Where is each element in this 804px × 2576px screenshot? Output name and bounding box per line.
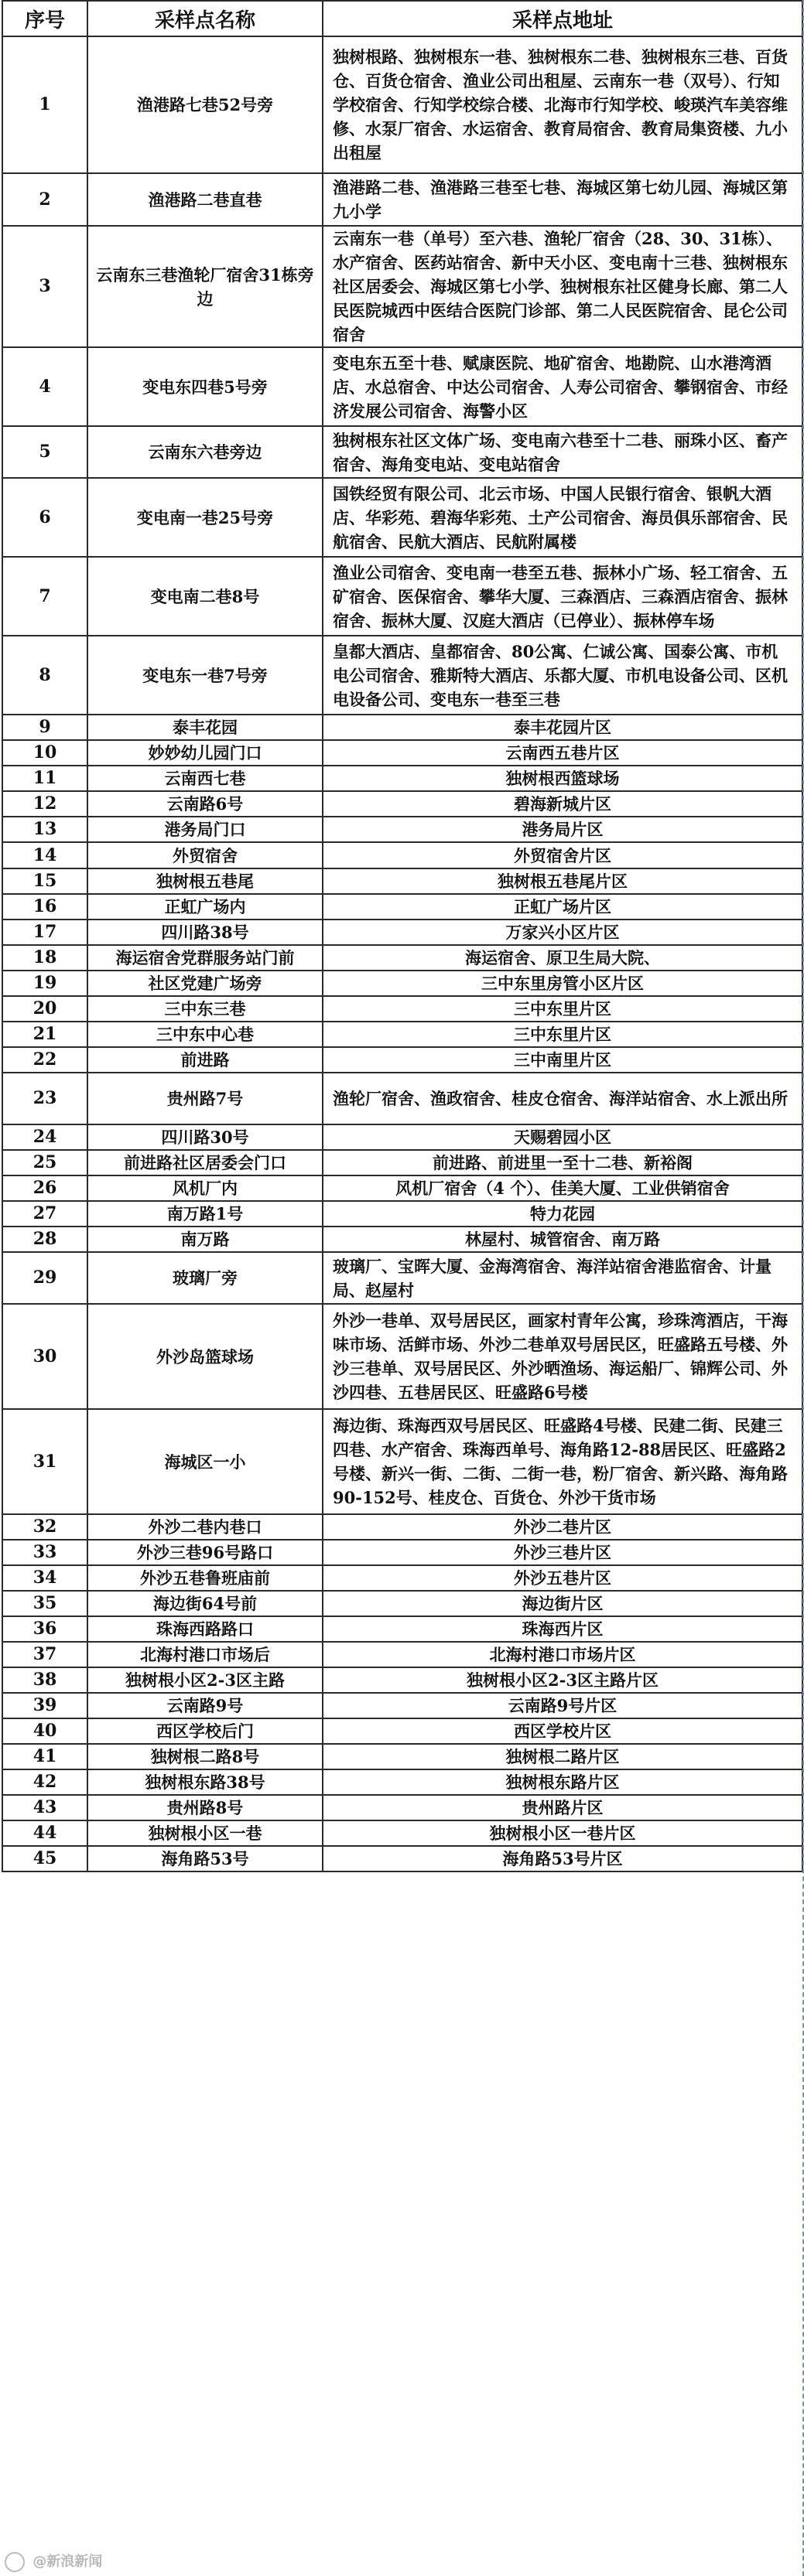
header-seq: 序号 bbox=[2, 1, 87, 36]
table-row bbox=[2, 1252, 802, 1304]
table-row bbox=[2, 971, 802, 996]
row-site-address-cell: 独树根东社区文体广场、变电南六巷至十二巷、丽珠小区、畜产宿舍、海角变电站、变电站宿舍 bbox=[323, 426, 802, 478]
row-site-name-cell: 变电东四巷5号旁 bbox=[87, 347, 323, 426]
row-site-name-cell: 海城区一小 bbox=[87, 1409, 323, 1514]
row-site-address-cell: 皇都大酒店、皇都宿舍、80公寓、仁诚公寓、国泰公寓、市机电公司宿舍、雅斯特大酒店、乐都大厦、市机电设备公司、区机电设备公司、变电东一巷至三巷 bbox=[323, 636, 802, 715]
row-site-name-cell: 海角路53号 bbox=[87, 1846, 323, 1871]
row-site-name-cell: 前进路社区居委会门口 bbox=[87, 1150, 323, 1175]
row-site-name-cell: 三中东中心巷 bbox=[87, 1022, 323, 1047]
row-seq-cell: 13 bbox=[2, 817, 87, 842]
row-site-name-cell: 正虹广场内 bbox=[87, 894, 323, 920]
row-site-address-cell: 港务局片区 bbox=[323, 817, 802, 842]
row-site-address-cell: 独树根五巷尾片区 bbox=[323, 868, 802, 894]
row-seq-cell: 15 bbox=[2, 868, 87, 894]
row-seq-cell: 33 bbox=[2, 1540, 87, 1565]
row-site-address-cell: 海边街、珠海西双号居民区、旺盛路4号楼、民建二街、民建三四巷、水产宿舍、珠海西单号、海角路12-88居民区、旺盛路2号楼、新兴一街、二街、二街一巷，粉厂宿舍、新兴路、海角路90-152号、桂皮仓、百货仓、外沙干货市场 bbox=[323, 1409, 802, 1514]
row-seq-cell: 30 bbox=[2, 1304, 87, 1409]
page-edge-dashed-rule bbox=[801, 0, 804, 2576]
row-site-name-cell: 西区学校后门 bbox=[87, 1718, 323, 1744]
table-row bbox=[2, 894, 802, 920]
row-site-address-cell: 海运宿舍、原卫生局大院、 bbox=[323, 945, 802, 971]
row-seq-cell: 17 bbox=[2, 920, 87, 945]
row-seq-cell: 34 bbox=[2, 1565, 87, 1591]
table-row bbox=[2, 920, 802, 945]
row-seq-cell: 39 bbox=[2, 1693, 87, 1718]
row-seq-cell: 11 bbox=[2, 766, 87, 791]
row-site-name-cell: 贵州路8号 bbox=[87, 1795, 323, 1820]
row-site-address-cell: 前进路、前进里一至十二巷、新裕阁 bbox=[323, 1150, 802, 1175]
table-row bbox=[2, 226, 802, 347]
row-seq-cell: 43 bbox=[2, 1795, 87, 1820]
row-site-address-cell: 独树根小区一巷片区 bbox=[323, 1820, 802, 1846]
row-site-address-cell: 风机厂宿舍（4 个）、佳美大厦、工业供销宿舍 bbox=[323, 1175, 802, 1201]
row-site-name-cell: 前进路 bbox=[87, 1047, 323, 1073]
weibo-logo-icon bbox=[5, 2552, 25, 2572]
row-site-address-cell: 国铁经贸有限公司、北云市场、中国人民银行宿舍、银帆大酒店、华彩苑、碧海华彩苑、土产公司宿舍、海员俱乐部宿舍、民航宿舍、民航大酒店、民航附属楼 bbox=[323, 478, 802, 557]
row-site-address-cell: 渔轮厂宿舍、渔政宿舍、桂皮仓宿舍、海洋站宿舍、水上派出所 bbox=[323, 1073, 802, 1124]
row-site-address-cell: 外沙二巷片区 bbox=[323, 1514, 802, 1540]
row-site-name-cell: 泰丰花园 bbox=[87, 715, 323, 740]
row-site-address-cell: 独树根西篮球场 bbox=[323, 766, 802, 791]
row-site-name-cell: 独树根二路8号 bbox=[87, 1744, 323, 1769]
row-seq-cell: 26 bbox=[2, 1175, 87, 1201]
row-seq-cell: 16 bbox=[2, 894, 87, 920]
table-row bbox=[2, 1616, 802, 1642]
table-row bbox=[2, 1565, 802, 1591]
watermark bbox=[5, 2550, 102, 2572]
row-site-address-cell: 渔业公司宿舍、变电南一巷至五巷、振林小广场、轻工宿舍、五矿宿舍、医保宿舍、攀华大厦、三森酒店、三森酒店宿舍、振林宿舍、振林大厦、汉庭大酒店（已停业）、振林停车场 bbox=[323, 557, 802, 636]
row-site-address-cell: 北海村港口市场片区 bbox=[323, 1642, 802, 1667]
row-site-name-cell: 风机厂内 bbox=[87, 1175, 323, 1201]
row-seq-cell: 3 bbox=[2, 226, 87, 347]
row-seq-cell: 44 bbox=[2, 1820, 87, 1846]
row-site-name-cell: 外沙岛篮球场 bbox=[87, 1304, 323, 1409]
row-site-address-cell: 云南东一巷（单号）至六巷、渔轮厂宿舍（28、30、31栋）、水产宿舍、医药站宿舍、新中天小区、变电南十三巷、独树根东社区居委会、海城区第七小学、独树根东社区健身长廊、第二人民医院城西中医结合医院门诊部、第二人民医院宿舍、昆仑公司宿舍 bbox=[323, 226, 802, 347]
row-site-name-cell: 玻璃厂旁 bbox=[87, 1252, 323, 1304]
watermark-text: @新浪新闻 bbox=[33, 2554, 103, 2570]
row-site-address-cell: 贵州路片区 bbox=[323, 1795, 802, 1820]
row-seq-cell: 32 bbox=[2, 1514, 87, 1540]
row-site-name-cell: 三中东三巷 bbox=[87, 996, 323, 1022]
row-seq-cell: 8 bbox=[2, 636, 87, 715]
table-row bbox=[2, 1047, 802, 1073]
header-site-address: 采样点地址 bbox=[323, 1, 802, 36]
row-site-name-cell: 四川路30号 bbox=[87, 1124, 323, 1150]
row-seq-cell: 45 bbox=[2, 1846, 87, 1871]
row-site-address-cell: 渔港路二巷、渔港路三巷至七巷、海城区第七幼儿园、海城区第九小学 bbox=[323, 173, 802, 226]
row-seq-cell: 6 bbox=[2, 478, 87, 557]
row-seq-cell: 19 bbox=[2, 971, 87, 996]
table-row bbox=[2, 1667, 802, 1693]
table-row bbox=[2, 478, 802, 557]
row-site-name-cell: 渔港路二巷直巷 bbox=[87, 173, 323, 226]
table-row bbox=[2, 1201, 802, 1227]
row-site-name-cell: 云南路6号 bbox=[87, 791, 323, 817]
row-site-name-cell: 变电南一巷25号旁 bbox=[87, 478, 323, 557]
row-site-address-cell: 海边街片区 bbox=[323, 1591, 802, 1616]
row-site-address-cell: 万家兴小区片区 bbox=[323, 920, 802, 945]
row-site-address-cell: 外贸宿舍片区 bbox=[323, 842, 802, 868]
row-seq-cell: 28 bbox=[2, 1227, 87, 1252]
row-seq-cell: 9 bbox=[2, 715, 87, 740]
table-row bbox=[2, 945, 802, 971]
row-seq-cell: 4 bbox=[2, 347, 87, 426]
row-site-address-cell: 独树根二路片区 bbox=[323, 1744, 802, 1769]
row-site-name-cell: 变电南二巷8号 bbox=[87, 557, 323, 636]
row-site-address-cell: 云南路9号片区 bbox=[323, 1693, 802, 1718]
table-row bbox=[2, 636, 802, 715]
table-row bbox=[2, 1718, 802, 1744]
table-row bbox=[2, 557, 802, 636]
table-row bbox=[2, 1744, 802, 1769]
table-row bbox=[2, 1124, 802, 1150]
table-row bbox=[2, 1769, 802, 1795]
row-site-name-cell: 独树根小区一巷 bbox=[87, 1820, 323, 1846]
row-site-name-cell: 独树根东路38号 bbox=[87, 1769, 323, 1795]
row-site-name-cell: 云南路9号 bbox=[87, 1693, 323, 1718]
row-site-address-cell: 海角路53号片区 bbox=[323, 1846, 802, 1871]
table-row bbox=[2, 1304, 802, 1409]
table-row bbox=[2, 1846, 802, 1871]
row-seq-cell: 21 bbox=[2, 1022, 87, 1047]
row-seq-cell: 38 bbox=[2, 1667, 87, 1693]
row-site-name-cell: 贵州路7号 bbox=[87, 1073, 323, 1124]
table-row bbox=[2, 1514, 802, 1540]
row-seq-cell: 18 bbox=[2, 945, 87, 971]
row-site-address-cell: 特力花园 bbox=[323, 1201, 802, 1227]
sampling-sites-table bbox=[2, 0, 803, 1872]
row-site-address-cell: 三中东里片区 bbox=[323, 1022, 802, 1047]
row-seq-cell: 22 bbox=[2, 1047, 87, 1073]
table-row bbox=[2, 715, 802, 740]
row-site-address-cell: 外沙三巷片区 bbox=[323, 1540, 802, 1565]
table-row bbox=[2, 842, 802, 868]
row-site-name-cell: 外沙五巷鲁班庙前 bbox=[87, 1565, 323, 1591]
row-seq-cell: 20 bbox=[2, 996, 87, 1022]
table-row bbox=[2, 1227, 802, 1252]
row-seq-cell: 41 bbox=[2, 1744, 87, 1769]
row-site-name-cell: 独树根五巷尾 bbox=[87, 868, 323, 894]
row-site-address-cell: 独树根小区2-3区主路片区 bbox=[323, 1667, 802, 1693]
table-row bbox=[2, 996, 802, 1022]
table-row bbox=[2, 1820, 802, 1846]
table-row bbox=[2, 1540, 802, 1565]
row-site-address-cell: 云南西五巷片区 bbox=[323, 740, 802, 766]
row-seq-cell: 1 bbox=[2, 36, 87, 173]
table-row bbox=[2, 1409, 802, 1514]
row-seq-cell: 23 bbox=[2, 1073, 87, 1124]
row-site-name-cell: 独树根小区2-3区主路 bbox=[87, 1667, 323, 1693]
table-row bbox=[2, 1642, 802, 1667]
row-site-address-cell: 正虹广场片区 bbox=[323, 894, 802, 920]
row-site-name-cell: 外贸宿舍 bbox=[87, 842, 323, 868]
table-row bbox=[2, 1795, 802, 1820]
row-site-address-cell: 外沙五巷片区 bbox=[323, 1565, 802, 1591]
row-site-name-cell: 外沙二巷内巷口 bbox=[87, 1514, 323, 1540]
row-site-name-cell: 社区党建广场旁 bbox=[87, 971, 323, 996]
row-site-address-cell: 独树根东路片区 bbox=[323, 1769, 802, 1795]
table-row bbox=[2, 1175, 802, 1201]
table-row bbox=[2, 1022, 802, 1047]
row-site-name-cell: 妙妙幼儿园门口 bbox=[87, 740, 323, 766]
row-seq-cell: 31 bbox=[2, 1409, 87, 1514]
row-site-name-cell: 珠海西路路口 bbox=[87, 1616, 323, 1642]
row-site-address-cell: 林屋村、城管宿舍、南万路 bbox=[323, 1227, 802, 1252]
row-site-name-cell: 云南东三巷渔轮厂宿舍31栋旁边 bbox=[87, 226, 323, 347]
table-row bbox=[2, 347, 802, 426]
row-site-address-cell: 变电东五至十巷、赋康医院、地矿宿舍、地勘院、山水港湾酒店、水总宿舍、中达公司宿舍、人寿公司宿舍、攀钢宿舍、市经济发展公司宿舍、海警小区 bbox=[323, 347, 802, 426]
row-site-name-cell: 北海村港口市场后 bbox=[87, 1642, 323, 1667]
row-site-name-cell: 四川路38号 bbox=[87, 920, 323, 945]
table-row bbox=[2, 1150, 802, 1175]
row-site-name-cell: 南万路1号 bbox=[87, 1201, 323, 1227]
table-row bbox=[2, 426, 802, 478]
row-seq-cell: 27 bbox=[2, 1201, 87, 1227]
row-site-name-cell: 外沙三巷96号路口 bbox=[87, 1540, 323, 1565]
row-seq-cell: 42 bbox=[2, 1769, 87, 1795]
table-row bbox=[2, 1073, 802, 1124]
row-site-address-cell: 外沙一巷单、双号居民区，画家村青年公寓，珍珠湾酒店，干海味市场、活鲜市场、外沙二巷单双号居民区，旺盛路五号楼、外沙三巷单、双号居民区、外沙晒渔场、海运船厂、锦辉公司、外沙四巷、五巷居民区、旺盛路6号楼 bbox=[323, 1304, 802, 1409]
row-seq-cell: 40 bbox=[2, 1718, 87, 1744]
row-site-name-cell: 变电东一巷7号旁 bbox=[87, 636, 323, 715]
row-site-address-cell: 三中南里片区 bbox=[323, 1047, 802, 1073]
row-site-address-cell: 泰丰花园片区 bbox=[323, 715, 802, 740]
table-row bbox=[2, 173, 802, 226]
row-site-name-cell: 云南西七巷 bbox=[87, 766, 323, 791]
row-seq-cell: 10 bbox=[2, 740, 87, 766]
row-seq-cell: 2 bbox=[2, 173, 87, 226]
row-site-name-cell: 渔港路七巷52号旁 bbox=[87, 36, 323, 173]
table-row bbox=[2, 766, 802, 791]
row-seq-cell: 36 bbox=[2, 1616, 87, 1642]
row-site-address-cell: 三中东里房管小区片区 bbox=[323, 971, 802, 996]
row-site-address-cell: 三中东里片区 bbox=[323, 996, 802, 1022]
row-site-address-cell: 独树根路、独树根东一巷、独树根东二巷、独树根东三巷、百货仓、百货仓宿舍、渔业公司出租屋、云南东一巷（双号）、行知学校宿舍、行知学校综合楼、北海市行知学校、峻瑛汽车美容维修、水泵厂宿舍、水运宿舍、教育局宿舍、教育局集资楼、九小出租屋 bbox=[323, 36, 802, 173]
table-row bbox=[2, 1591, 802, 1616]
row-seq-cell: 14 bbox=[2, 842, 87, 868]
row-seq-cell: 7 bbox=[2, 557, 87, 636]
row-seq-cell: 24 bbox=[2, 1124, 87, 1150]
row-site-address-cell: 玻璃厂、宝晖大厦、金海湾宿舍、海洋站宿舍港监宿舍、计量局、赵屋村 bbox=[323, 1252, 802, 1304]
table-header-row bbox=[2, 1, 802, 36]
row-seq-cell: 37 bbox=[2, 1642, 87, 1667]
row-site-name-cell: 海边街64号前 bbox=[87, 1591, 323, 1616]
row-seq-cell: 29 bbox=[2, 1252, 87, 1304]
row-site-name-cell: 港务局门口 bbox=[87, 817, 323, 842]
row-seq-cell: 5 bbox=[2, 426, 87, 478]
table-row bbox=[2, 740, 802, 766]
row-seq-cell: 12 bbox=[2, 791, 87, 817]
row-seq-cell: 35 bbox=[2, 1591, 87, 1616]
table-row bbox=[2, 36, 802, 173]
row-site-address-cell: 天赐碧园小区 bbox=[323, 1124, 802, 1150]
row-site-address-cell: 碧海新城片区 bbox=[323, 791, 802, 817]
table-row bbox=[2, 791, 802, 817]
table-row bbox=[2, 817, 802, 842]
row-site-name-cell: 海运宿舍党群服务站门前 bbox=[87, 945, 323, 971]
header-site-name: 采样点名称 bbox=[87, 1, 323, 36]
row-seq-cell: 25 bbox=[2, 1150, 87, 1175]
table-body bbox=[2, 36, 802, 1871]
row-site-address-cell: 珠海西片区 bbox=[323, 1616, 802, 1642]
table-row bbox=[2, 868, 802, 894]
row-site-address-cell: 西区学校片区 bbox=[323, 1718, 802, 1744]
table-row bbox=[2, 1693, 802, 1718]
sampling-sites-sheet bbox=[2, 0, 802, 1872]
row-site-name-cell: 南万路 bbox=[87, 1227, 323, 1252]
row-site-name-cell: 云南东六巷旁边 bbox=[87, 426, 323, 478]
